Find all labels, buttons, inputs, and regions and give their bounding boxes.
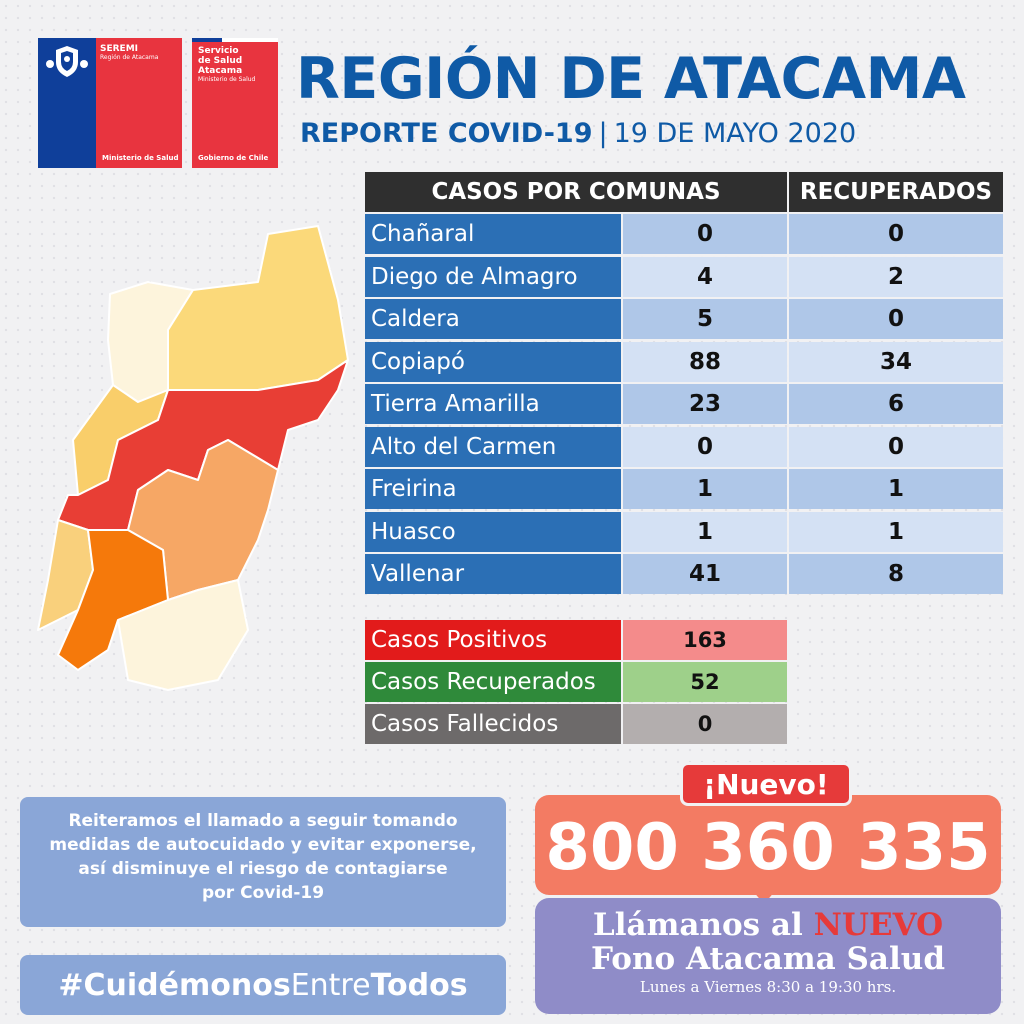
comuna-name: Vallenar xyxy=(365,554,621,594)
seremi-ministry: Ministerio de Salud xyxy=(102,154,179,162)
call-hours: Lunes a Viernes 8:30 a 19:30 hrs. xyxy=(639,978,897,996)
comuna-cases: 41 xyxy=(623,554,787,594)
message-line-1: Reiteramos el llamado a seguir tomando xyxy=(68,811,458,831)
comuna-cases: 5 xyxy=(623,299,787,339)
subtitle-date: 19 DE MAYO 2020 xyxy=(613,118,857,149)
hashtag-part-2: Entre xyxy=(290,967,371,1003)
atacama-region-map xyxy=(18,210,358,700)
table-header-row xyxy=(365,172,1003,212)
comuna-recovered: 8 xyxy=(789,554,1003,594)
call-line-1 xyxy=(535,908,1001,942)
message-line-2: medidas de autocuidado y evitar exponerse, xyxy=(49,835,477,855)
comuna-cases: 0 xyxy=(623,427,787,467)
flag-blue-panel xyxy=(38,38,96,168)
comuna-recovered: 1 xyxy=(789,512,1003,552)
comuna-cases: 88 xyxy=(623,342,787,382)
comuna-recovered: 0 xyxy=(789,299,1003,339)
comuna-recovered: 2 xyxy=(789,257,1003,297)
message-line-3: así disminuye el riesgo de contagiarse xyxy=(78,859,448,879)
nuevo-badge: ¡Nuevo! xyxy=(680,762,852,806)
servicio-line1: Servicio xyxy=(198,46,239,56)
comuna-cases: 4 xyxy=(623,257,787,297)
hotline-number[interactable]: 800 360 335 xyxy=(535,795,1001,895)
fallecidos-value: 0 xyxy=(623,704,787,744)
seremi-logo xyxy=(38,38,182,168)
hashtag-banner xyxy=(20,955,506,1015)
servicio-logo xyxy=(192,38,278,168)
positivos-label: Casos Positivos xyxy=(365,620,621,660)
coat-of-arms-icon xyxy=(42,42,92,82)
map-diego-de-almagro xyxy=(168,226,348,390)
hotline-info xyxy=(535,898,1001,1014)
comuna-cases: 23 xyxy=(623,384,787,424)
servicio-gov: Gobierno de Chile xyxy=(198,154,269,162)
call-line-1b: NUEVO xyxy=(813,907,944,943)
comuna-recovered: 6 xyxy=(789,384,1003,424)
call-line-2: Fono Atacama Salud xyxy=(590,941,946,977)
comuna-cases: 1 xyxy=(623,469,787,509)
hashtag-part-1: #Cuidémonos xyxy=(58,967,291,1003)
hashtag-part-3: Todos xyxy=(370,967,468,1003)
subtitle-report: REPORTE COVID-19 xyxy=(300,118,593,149)
comuna-recovered: 1 xyxy=(789,469,1003,509)
page-title: REGIÓN DE ATACAMA xyxy=(296,46,966,112)
seremi-region: Región de Atacama xyxy=(100,54,159,61)
servicio-ministry: Ministerio de Salud xyxy=(198,76,256,83)
comuna-name: Diego de Almagro xyxy=(365,257,621,297)
page-subtitle xyxy=(300,118,990,149)
recuperados-value: 52 xyxy=(623,662,787,702)
comuna-name: Huasco xyxy=(365,512,621,552)
header-recuperados: RECUPERADOS xyxy=(789,172,1003,212)
seremi-name: SEREMI xyxy=(100,44,139,54)
comuna-cases: 1 xyxy=(623,512,787,552)
fallecidos-label: Casos Fallecidos xyxy=(365,704,621,744)
comuna-name: Tierra Amarilla xyxy=(365,384,621,424)
comuna-cases: 0 xyxy=(623,214,787,254)
comuna-name: Copiapó xyxy=(365,342,621,382)
servicio-red-panel xyxy=(192,42,278,168)
comuna-name: Chañaral xyxy=(365,214,621,254)
comuna-recovered: 34 xyxy=(789,342,1003,382)
subtitle-separator: | xyxy=(598,118,608,149)
self-care-message xyxy=(20,797,506,927)
servicio-line3: Atacama xyxy=(198,66,243,76)
message-line-4: por Covid-19 xyxy=(201,883,325,903)
header-comunas: CASOS POR COMUNAS xyxy=(365,172,787,212)
comuna-recovered: 0 xyxy=(789,214,1003,254)
comuna-name: Caldera xyxy=(365,299,621,339)
flag-red-panel xyxy=(96,38,182,168)
positivos-value: 163 xyxy=(623,620,787,660)
servicio-line2: de Salud xyxy=(198,56,243,66)
comuna-name: Freirina xyxy=(365,469,621,509)
recuperados-label: Casos Recuperados xyxy=(365,662,621,702)
call-line-1a: Llámanos al xyxy=(592,907,814,943)
comuna-recovered: 0 xyxy=(789,427,1003,467)
comuna-name: Alto del Carmen xyxy=(365,427,621,467)
